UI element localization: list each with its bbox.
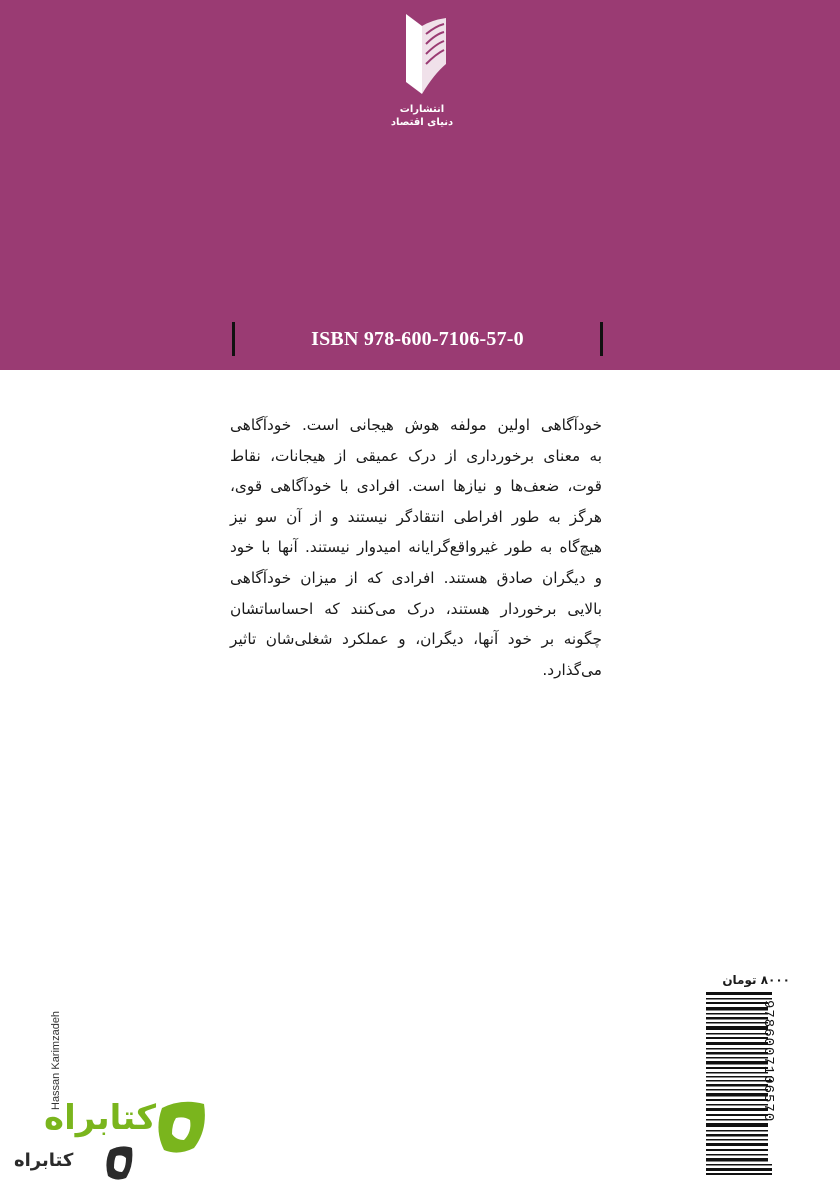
blurb-line: هیچ‌گاه به طور غیرواقع‌گرایانه امیدوار نیستند. آنها با خود (230, 538, 602, 557)
blurb-line: به معنای برخورداری از درک عمیقی از هیجانات، نقاط (230, 446, 602, 465)
designer-credit: Hassan Karimzadeh (50, 1010, 62, 1110)
publisher-name-line2: دنیای اقتصاد (390, 117, 454, 128)
barcode-icon (706, 992, 796, 1177)
price-label: ۸۰۰۰ تومان (722, 973, 790, 987)
blurb-line: هرگز به طور افراطی انتقادگر نیستند و از آن سو نیز (230, 507, 602, 526)
isbn-number: ISBN 978-600-7106-57-0 (311, 328, 524, 350)
blurb-line: قوت، ضعف‌ها و نیازها است. افرادی با خودآگاهی قوی، (230, 477, 602, 496)
watermark-word-large: کتابراه (44, 1098, 157, 1138)
barcode-number: 9786007106570 (760, 1000, 776, 1123)
publisher-logo (372, 14, 472, 130)
blurb-line: بالایی برخوردار هستند، درک می‌کنند که احساساتشان (230, 599, 602, 618)
book-logo-icon (382, 14, 462, 102)
blurb-line: می‌گذارد. (542, 660, 602, 679)
blurb-line: خودآگاهی اولین مولفه هوش هیجانی است. خودآگاهی (230, 416, 602, 434)
watermark-word-small: کتابراه (14, 1150, 74, 1171)
blurb-line: چگونه بر خود آنها، دیگران، و عملکرد شغلی‌شان تاثیر (230, 630, 602, 649)
blurb-line: و دیگران صادق هستند. افرادی که از میزان خودآگاهی (230, 568, 602, 587)
publisher-name-line1: انتشارات (399, 104, 445, 115)
isbn-box (232, 322, 603, 356)
cover-color-band (0, 0, 840, 370)
isbn-right-rule (600, 322, 603, 356)
back-cover-blurb (230, 410, 602, 685)
